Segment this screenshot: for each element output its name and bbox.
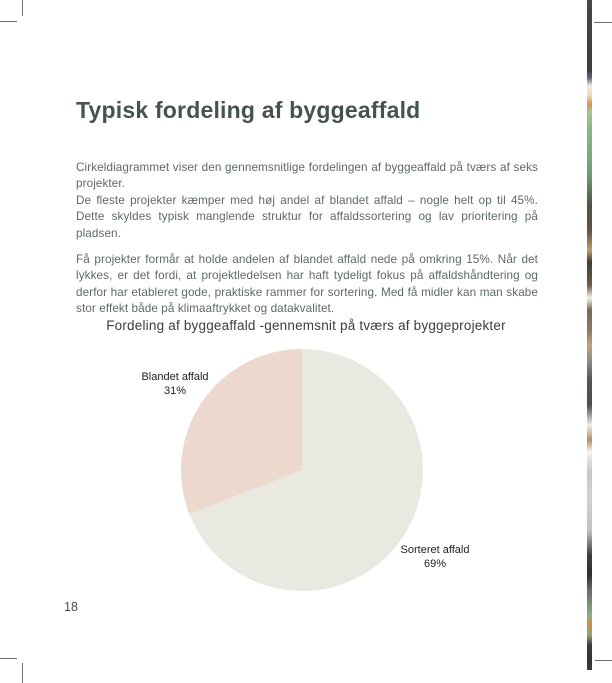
pie-label-percent: 69% [423,558,447,570]
adjacent-page-edge-strip [587,0,592,670]
paragraph-intro: Cirkeldiagrammet viser den gennemsnitlige fordelingen af byggeaffald på tværs af seks projekter. [76,161,538,191]
chart-title: Fordeling af byggeaffald -gennemsnit på tværs af byggeprojekter [106,318,506,333]
pie-label-sorteret-affald [355,543,515,571]
body-text [76,160,538,318]
crop-mark-top-left-horizontal [0,21,17,22]
crop-mark-bottom-left-horizontal [0,658,17,659]
pie-label-blandet-affald [95,370,255,398]
page-number: 18 [64,600,78,614]
pie-label-text: Sorteret affald [400,544,470,556]
crop-mark-top-right-horizontal [594,22,612,23]
pie-label-percent: 31% [163,385,187,397]
pie-label-text: Blandet affald [141,371,209,383]
crop-mark-top-left-vertical [22,0,23,16]
crop-mark-bottom-right-horizontal [595,660,612,661]
paragraph-solution: Få projekter formår at holde andelen af blandet affald nede på omkring 15%. Når det lykkes, er det fordi, at projektledelsen har haft tydeligt fokus på affaldshåndtering og derfor har etableret gode, praktiske rammer for sortering. Med få midler kan man skabe stor effekt både på klimaaftrykket og datakvalitet. [76,253,538,316]
crop-mark-bottom-left-vertical [22,663,23,683]
paragraph-problem: De fleste projekter kæmper med høj andel af blandet affald – nogle helt op til 45%. Dette skyldes typisk manglende struktur for affaldssortering og lav prioritering på pladsen. [76,193,538,240]
page-title: Typisk fordeling af byggeaffald [76,97,421,123]
